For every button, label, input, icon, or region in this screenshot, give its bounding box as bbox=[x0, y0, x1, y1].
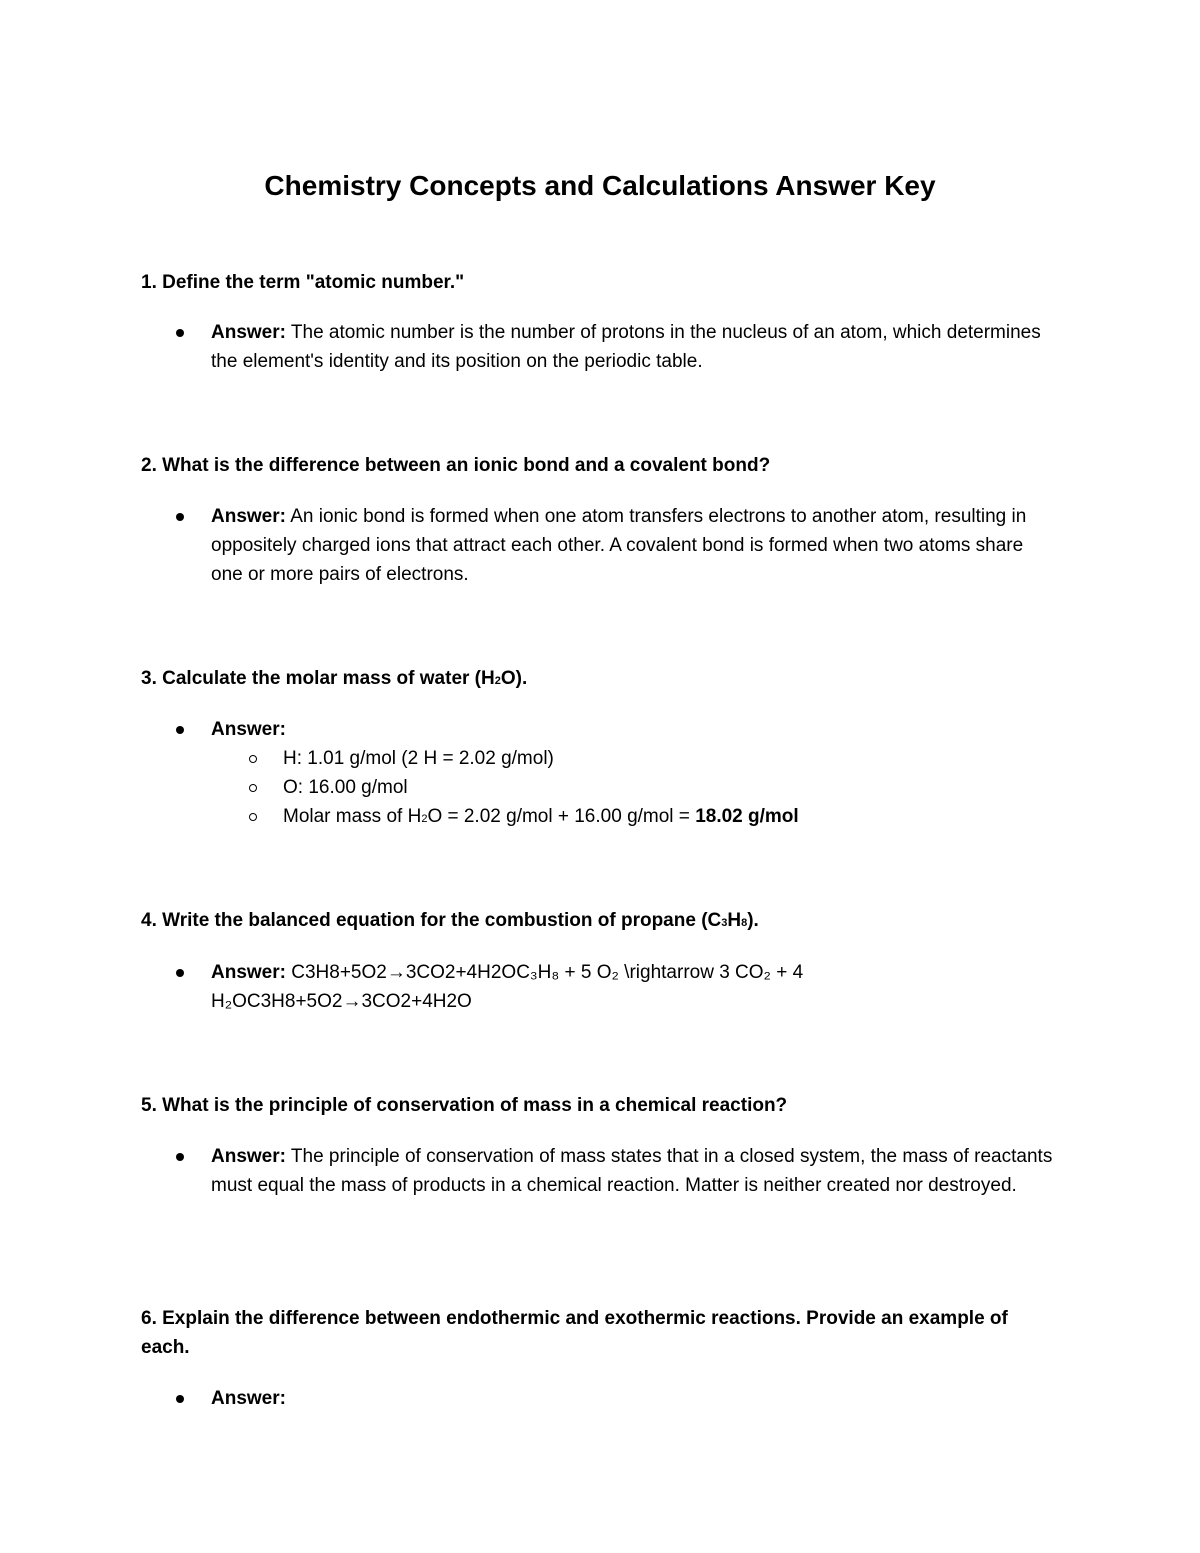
question-4-subscript-1: 3 bbox=[721, 917, 728, 929]
question-3-suffix: O). bbox=[500, 668, 528, 689]
answer-label: Answer: bbox=[211, 1146, 286, 1167]
answer-label: Answer: bbox=[211, 962, 286, 983]
question-1: 1. Define the term "atomic number." bbox=[141, 272, 465, 293]
question-2: 2. What is the difference between an ionic bond and a covalent bond? bbox=[141, 455, 771, 476]
answer-4-body bbox=[211, 958, 1056, 1016]
answer-4-line-1 bbox=[211, 958, 1056, 987]
answer-label: Answer: bbox=[211, 322, 286, 343]
molar-mid: O = 2.02 g/mol + 16.00 g/mol = bbox=[427, 806, 696, 827]
answer-3-item-o bbox=[249, 773, 1049, 803]
circle-bullet-icon bbox=[249, 813, 257, 821]
answer-label: Answer: bbox=[211, 719, 286, 740]
answer-4-text-1: C3H8+5O2→3CO2+4H2OC₃H₈ + 5 O₂ \rightarrow 3 CO₂ + 4 bbox=[285, 962, 804, 983]
bullet-icon bbox=[176, 726, 184, 734]
answer-6-body bbox=[211, 1384, 1056, 1413]
question-5: 5. What is the principle of conservation of mass in a chemical reaction? bbox=[141, 1095, 788, 1116]
bullet-icon bbox=[176, 329, 184, 337]
answer-2-text: An ionic bond is formed when one atom transfers electrons to another atom, resulting in oppositely charged ions that attract each other. A covalent bond is formed when two atoms share one or more pairs of electrons. bbox=[211, 506, 1027, 585]
question-4-suffix: ). bbox=[747, 910, 759, 931]
answer-3-item-molar-text bbox=[283, 802, 799, 834]
molar-result: 18.02 g/mol bbox=[695, 806, 799, 827]
answer-2-body bbox=[211, 502, 1056, 589]
answer-1-text: The atomic number is the number of protons in the nucleus of an atom, which determines the element's identity and its position on the periodic table. bbox=[211, 322, 1041, 372]
answer-4-line-2: H₂OC3H8+5O2→3CO2+4H2O bbox=[211, 991, 472, 1012]
molar-subscript: 2 bbox=[421, 813, 428, 825]
answer-2 bbox=[176, 502, 1056, 592]
bullet-icon bbox=[176, 969, 184, 977]
answer-3-item-h-text: H: 1.01 g/mol (2 H = 2.02 g/mol) bbox=[283, 748, 554, 769]
page-title: Chemistry Concepts and Calculations Answer Key bbox=[264, 170, 936, 201]
answer-1-body bbox=[211, 318, 1056, 376]
question-4 bbox=[141, 906, 1041, 938]
answer-3 bbox=[176, 715, 1056, 745]
bullet-icon bbox=[176, 1153, 184, 1161]
answer-3-item-o-text: O: 16.00 g/mol bbox=[283, 777, 408, 798]
answer-3-body bbox=[211, 715, 1056, 744]
circle-bullet-icon bbox=[249, 784, 257, 792]
answer-4 bbox=[176, 958, 1056, 1018]
answer-5-text: The principle of conservation of mass states that in a closed system, the mass of reactants must equal the mass of products in a chemical reaction. Matter is neither created nor destroyed. bbox=[211, 1146, 1053, 1196]
bullet-icon bbox=[176, 513, 184, 521]
answer-5 bbox=[176, 1142, 1056, 1232]
question-6: 6. Explain the difference between endothermic and exothermic reactions. Provide an example of each. bbox=[141, 1308, 1008, 1358]
molar-prefix: Molar mass of H bbox=[283, 806, 422, 827]
answer-1 bbox=[176, 318, 1056, 378]
question-3 bbox=[141, 664, 1041, 696]
bullet-icon bbox=[176, 1395, 184, 1403]
answer-label: Answer: bbox=[211, 1388, 286, 1409]
answer-5-body bbox=[211, 1142, 1056, 1200]
question-4-mid: H bbox=[727, 910, 742, 931]
answer-6 bbox=[176, 1384, 1056, 1414]
answer-3-item-molar bbox=[249, 802, 1049, 832]
question-4-prefix: 4. Write the balanced equation for the combustion of propane (C bbox=[141, 910, 722, 931]
circle-bullet-icon bbox=[249, 755, 257, 763]
answer-label: Answer: bbox=[211, 506, 286, 527]
question-4-subscript-2: 8 bbox=[741, 917, 748, 929]
question-3-subscript: 2 bbox=[494, 675, 501, 687]
answer-3-item-h bbox=[249, 744, 1049, 774]
question-3-prefix: 3. Calculate the molar mass of water (H bbox=[141, 668, 495, 689]
